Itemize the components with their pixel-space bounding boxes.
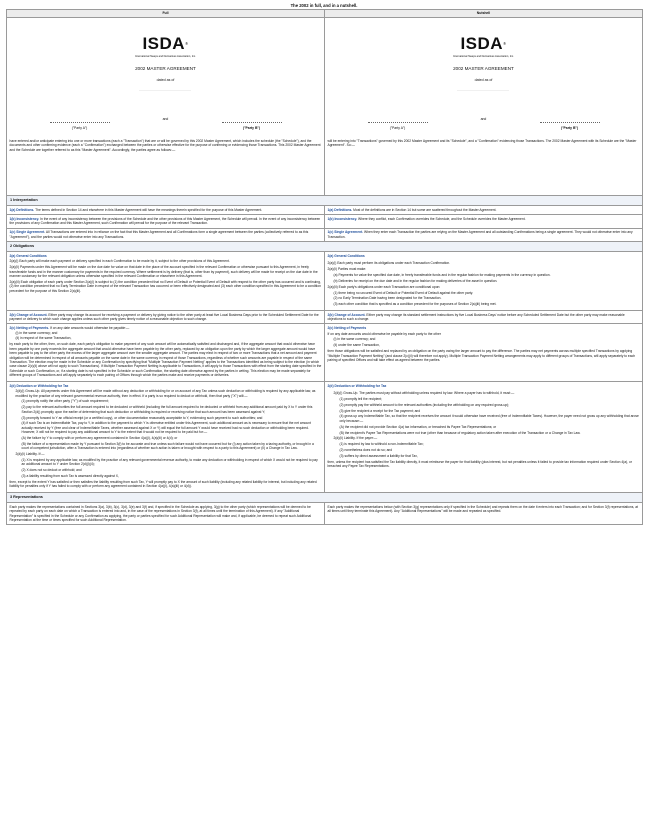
section-row-1	[7, 196, 643, 206]
dated-as-of: dated as of	[474, 78, 493, 83]
section-row-3	[7, 492, 643, 502]
association-name: International Swaps and Derivatives Association, Inc.	[135, 54, 196, 58]
party-block	[10, 117, 322, 131]
header-row	[7, 10, 643, 18]
party-b-block: ("Party B")	[540, 122, 600, 131]
page-title: The 2002 in full, and in a nutshell.	[290, 3, 358, 8]
cover-full	[7, 18, 325, 196]
clause-nutshell: 2(d) Deduction or Withholding for Tax 2(d)(i) Gross-Up. The parties must pay without withholding unless required by law. Where a payer has to withhold, it must:— (1) promptly tell the recipient; (2) promptly pay the withheld amount to the relevant authorities (including the withholding on any required gross-up); (3) give the recipient a receipt for the Tax payment; and (4) gross up any Indemnifiable Tax, so that the recipient receives the amount it would otherwise have received (free of Indemnifiable Taxes). However, the payer need not gross up any withholding that arose only because:— (A) the recipient did not provide Section 4(a) tax information, or breached its Payee Tax Representations; or (B) the recipient's Payee Tax Representations were not true (other than because of regulatory action taken after execution of the Transaction or a Change in Tax Law. 2(d)(ii) Liability. If the payer:— (1) is required by law to withhold a non-Indemnifiable Tax; (2) nonetheless does not do so; and (3) suffers by direct assessment a liability for that Tax, then, unless the recipient has satisfied the Tax liability directly, it must reimburse the payer for that liability (plus interest, but not penalties unless it failed to provide tax information required under Section 4(a), or breached any Payee Tax Representations.	[325, 381, 643, 492]
clause-full: 2(c) Netting of Payments. If on any date amounts would otherwise be payable:— (i) in the same currency; and (ii) in respect of the same Transaction, by each party to the other, then, on such date, each party's obligation to make payment of any such amount will be automatically satisfied and discharged and, if the aggregate amount that would otherwise have been payable by one party exceeds the aggregate amount that would otherwise have been payable by the other party, replaced by an obligation upon the party by which the larger aggregate amount would have been payable to pay to the other party the excess of the larger aggregate amount over the smaller aggregate amount. The parties may elect in respect of two or more Transactions that a net amount and payment obligation will be determined in respect of all amounts payable on the same date in the same currency in respect of those Transactions, regardless of whether such amounts are payable in respect of the same Transaction. The election may be made in the Schedule or any Confirmation by specifying that "Multiple Transaction Payment Netting" applies to the Transactions identified as being subject to the election (in which case clause 2(c)(ii) above will not apply to such Transactions). If Multiple Transaction Payment Netting is applicable to Transactions, it will apply to those Transactions with effect from the starting date specified in the Schedule or such Confirmation, or, if a starting date is not specified in the Schedule or such Confirmation, the starting date otherwise agreed by the parties in writing. This election may be made separately for different groups of Transactions and will apply separately to each pairing of Offices through which the parties make and receive payments or deliveries.	[7, 324, 325, 382]
clause-row-2d	[7, 381, 643, 492]
column-header-full: Full	[7, 10, 325, 18]
clause-full: Each party makes the representations contained in Sections 3(a), 3(b), 3(c), 3(d), 3(e) and 3(f) and, if specified in the Schedule as applying, 3(g) to the other party (which representations will be deemed to be repeated by each party on each date on which a Transaction is entered into and, in the case of the representations in Section 3(f), at all times until the termination of this Agreement). If any "Additional Representation" is specified in the Schedule or any Confirmation as applying, the party or parties specified for such Additional Representation will make and, if applicable, be deemed to repeat such Additional Representation at the time or times specified for such Additional Representation.	[7, 503, 325, 525]
column-header-nutshell: Nutshell	[325, 10, 643, 18]
clause-nutshell: 1(b) Inconsistency. Where they conflict, each Confirmation overrides the Schedule, and the Schedule overrides the Master Agreement.	[325, 215, 643, 228]
section-heading: 3 Representations	[7, 492, 643, 502]
party-a-block: ("Party A")	[368, 122, 428, 131]
clause-nutshell: 2(c) Netting of Payments If on any date amounts would otherwise be payable by each party to the other (i) in the same currency; and (ii) under the same Transaction, then those obligations will be satisfied and replaced by an obligation on the party owing the larger amount to pay the difference. The parties may net payments across multiple specified Transactions by applying "Multiple Transaction Payment Netting" (and clause 2(c)(ii) will therefore not apply). Multiple Transaction Payment Netting arrangements may apply to different groups of Transactions, will apply separately to each pairing of specified Offices and will take effect as agreed between the parties.	[325, 324, 643, 382]
section-row-2	[7, 242, 643, 252]
clause-row-3	[7, 503, 643, 525]
clause-nutshell: 1(c) Single Agreement. When they enter each Transaction the parties are relying on the Master Agreement and all outstanding Confirmations being a single agreement. They would not otherwise enter into any Transaction.	[325, 228, 643, 241]
party-block	[328, 117, 640, 131]
and-label: and	[480, 117, 487, 122]
clause-nutshell: 2(b) Change of Account. Either party may change its standard settlement instructions by five Local Business Days' notice before any Scheduled Settlement Date but the other party may make reasonable objections to such a change.	[325, 310, 643, 323]
party-a-block: ("Party A")	[50, 122, 110, 131]
party-b-block: ("Party B")	[222, 122, 282, 131]
agreement-title: 2002 MASTER AGREEMENT	[135, 66, 196, 72]
comparison-table	[6, 9, 643, 525]
clause-nutshell: Each party makes the representations below (with Section 3(g) representations only if specified in the Schedule) and repeats them on the date it enters into each Transaction; and for Section 3(f) representations, at all times until they terminate this Agreement). Any "Additional Representations" will be made and repeated as specified.	[325, 503, 643, 525]
clause-full: 1(c) Single Agreement. All Transactions are entered into in reliance on the fact that this Master Agreement and all Confirmations form a single agreement between the parties (collectively referred to as this "Agreement"), and the parties would not otherwise enter into any Transactions.	[7, 228, 325, 241]
clause-full: 2(a) General Conditions 2(a)(i) Each party will make each payment or delivery specified in each Confirmation to be made by it, subject to the other provisions of this Agreement. 2(a)(ii) Payments under this Agreement will be made on the due date for value on that date in the place of the account specified in the relevant Confirmation or otherwise pursuant to this Agreement, in freely transferable funds and in the manner customary for payments in the required currency. Where settlement is by delivery (that is, other than by payment), such delivery will be made for receipt on the due date in the manner customary for the relevant obligation unless otherwise specified in the relevant Confirmation or elsewhere in this Agreement. 2(a)(iii) Each obligation of each party under Section 2(a)(i) is subject to (1) the condition precedent that no Event of Default or Potential Event of Default with respect to the other party has occurred and is continuing, (2) the condition precedent that no Early Termination Date in respect of the relevant Transaction has occurred or been effectively designated and (3) each other condition specified in this Agreement to be a condition precedent for the purpose of this Section 2(a)(iii).	[7, 252, 325, 311]
full-intro: have entered and/or anticipate entering into one or more transactions (each a "Transaction") that are or will be governed by this 2002 Master Agreement, which includes the schedule (the "Schedule"), and the documents and other confirming evidence (each a "Confirmation") exchanged between the parties or otherwise effective for the purpose of confirming or evidencing those Transactions. This 2002 Master Agreement and the Schedule are together referred to as this "Master Agreement". Accordingly, the parties agree as follows:—	[9, 138, 321, 152]
section-heading: 2 Obligations	[7, 242, 643, 252]
association-name: International Swaps and Derivatives Association, Inc.	[453, 54, 514, 58]
clause-nutshell: 1(a) Definitions. Most of the definitions are in Section 14 but some are scattered throughout the Master Agreement.	[325, 206, 643, 215]
cover-nutshell	[325, 18, 643, 196]
clause-row-1b	[7, 215, 643, 228]
clause-row-2c	[7, 324, 643, 382]
isda-logo: ISDA®	[142, 33, 189, 53]
date-blank: ..........................	[457, 88, 510, 93]
date-blank: ..........................	[139, 88, 192, 93]
clause-full: 2(b) Change of Account. Either party may change its account for receiving a payment or delivery by giving notice to the other party at least five Local Business Days prior to the Scheduled Settlement Date for the payment or delivery to which such change applies unless such other party gives timely notice of a reasonable objection to such change.	[7, 310, 325, 323]
nutshell-intro: will be entering into "Transactions" governed by this 2002 Master Agreement and its "Schedule", and a "Confirmation" evidencing those Transactions. The 2002 Master Agreement with its Schedule are the "Master Agreement". So:—	[327, 138, 637, 148]
isda-logo: ISDA®	[460, 33, 507, 53]
clause-nutshell: 2(a) General Conditions 2(a)(i) Each party must perform its obligations under each Transaction Confirmation. 2(a)(ii) Parties must make: (a) Payments for value the specified due date, in freely transferable funds and in the regular fashion for making payments in the currency in question. (b) Deliveries for receipt on the due date and in the regular fashion for making deliveries of the asset in question. 2(a)(iii) Each party's obligations under each Transaction are conditional upon: (1) there being no uncured Event of Default or Potential Event of Default against the other party. (2) no Early Termination Date having been designated for the Transaction. (3) each other condition that is specified as a condition precedent for the purposes of Section 2(a)(iii) being met.	[325, 252, 643, 311]
clause-full: 2(d) Deduction or Withholding for Tax 2(d)(i) Gross-Up. All payments under this Agreement will be made without any deduction or withholding for or on account of any Tax unless such deduction or withholding is required by any applicable law, as modified by the practice of any relevant governmental revenue authority, then in effect. If a party is so required to deduct or withhold, then that party ("X") will:— (1) promptly notify the other party ("Y") of such requirement; (2) pay to the relevant authorities the full amount required to be deducted or withheld (including the full amount required to be deducted or withheld from any additional amount paid by X to Y under this Section 2(d)) promptly upon the earlier of determining that such deduction or withholding is required or receiving notice that such amount has been assessed against Y; (3) promptly forward to Y an official receipt (or a certified copy), or other documentation reasonably acceptable to Y, evidencing such payment to such authorities; and (4) if such Tax is an Indemnifiable Tax, pay to Y, in addition to the payment to which Y is otherwise entitled under this Agreement, such additional amount as is necessary to ensure that the net amount actually received by Y (free and clear of Indemnifiable Taxes, whether assessed against X or Y) will equal the full amount Y would have received had no such deduction or withholding been required. However, X will not be required to pay any additional amount to Y to the extent that it would not be required to be paid but for:— (A) the failure by Y to comply with or perform any agreement contained in Section 4(a)(i), 4(a)(iii) or 4(d); or (B) the failure of a representation made by Y pursuant to Section 3(f) to be accurate and true unless such failure would not have occurred but for (I) any action taken by a taxing authority, or brought in a court of competent jurisdiction, after a Transaction is entered into (regardless of whether such action is taken or brought with respect to a party to this Agreement) or (II) a Change in Tax Law. 2(d)(ii) Liability. If:— (1) X is required by any applicable law, as modified by the practice of any relevant governmental revenue authority, to make any deduction or withholding in respect of which X would not be required to pay an additional amount to Y under Section 2(d)(i)(4); (2) X does not so deduct or withhold; and (3) a liability resulting from such Tax is assessed directly against X, then, except to the extent Y has satisfied or then satisfies the liability resulting from such Tax, Y will promptly pay to X the amount of such liability (including any related liability for interest, but including any related liability for penalties only if Y has failed to comply with or perform any agreement contained in Section 4(a)(i), 4(a)(iii) or 4(d)).	[7, 381, 325, 492]
cover-row	[7, 18, 643, 196]
clause-row-1c	[7, 228, 643, 241]
and-label: and	[162, 117, 169, 122]
clause-row-2b	[7, 310, 643, 323]
dated-as-of: dated as of	[156, 78, 175, 83]
clause-full: 1(a) Definitions. The terms defined in Section 14 and elsewhere in this Master Agreement will have the meanings therein specified for the purpose of this Master Agreement.	[7, 206, 325, 215]
clause-row-1a	[7, 206, 643, 215]
agreement-title: 2002 MASTER AGREEMENT	[453, 66, 514, 72]
section-heading: 1 Interpretation	[7, 196, 643, 206]
clause-row-2a	[7, 252, 643, 311]
clause-full: 1(b) Inconsistency. In the event of any inconsistency between the provisions of the Schedule and the other provisions of this Master Agreement, the Schedule will prevail. In the event of any inconsistency between the provisions of any Confirmation and this Master Agreement, such Confirmation will prevail for the purpose of the relevant Transaction.	[7, 215, 325, 228]
